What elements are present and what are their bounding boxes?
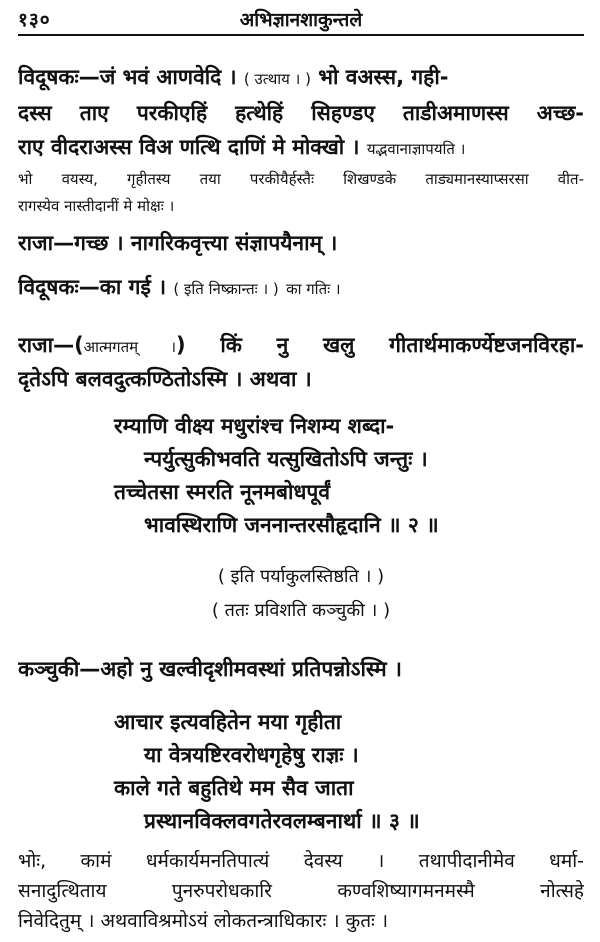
speech-text: —( (53, 333, 84, 357)
verse-line: न्पर्युत्सुकीभवति यत्सुखितोऽपि जन्तुः । (144, 447, 428, 471)
stage-direction: आत्मगतम् । (83, 338, 177, 356)
page-header (18, 6, 584, 32)
speech-text: —गच्छ । नागरिकवृत्त्या संज्ञापयैनाम् । (53, 231, 338, 255)
speech-text: राए वीदराअस्स विअ णत्थि दाणिं मे मोक्खो । (18, 135, 360, 159)
verse-2 (18, 410, 584, 542)
sanskrit-gloss: यद्भवानाज्ञापयति । (366, 140, 466, 158)
verse-3 (18, 706, 584, 838)
sanskrit-gloss: का गतिः । (286, 280, 341, 298)
page-number: १३० (18, 9, 51, 31)
speech-kanchuki-prose (18, 846, 584, 936)
speaker-name: राजा (18, 231, 54, 255)
stage-direction: ( ततः प्रविशति कञ्चुकी । ) (211, 600, 391, 621)
sanskrit-gloss-line: भो वयस्य, गृहीतस्य तया परकीयैर्हस्तैः शिखण्डके ताड्यमानस्याप्सरसा वीत- (18, 170, 584, 188)
speech-text: भो वअस्स, गही- (318, 65, 449, 89)
speaker-name: कञ्चुकी (18, 657, 80, 681)
speech-text: —का गई । (78, 275, 167, 299)
sanskrit-gloss-line: रागस्येव नास्तीदानीं मे मोक्षः । (18, 197, 175, 215)
header-rule (18, 34, 584, 36)
speech-line: दृतेऽपि बलवदुत्कण्ठितोऽस्मि । अथवा । (18, 367, 312, 391)
speech-line: निवेदितुम् । अथवाविश्रमोऽयं लोकतन्त्राधिकारः । कुतः । (18, 910, 389, 932)
speech-line (18, 328, 584, 362)
speech-vidushaka-2 (18, 270, 584, 306)
speech-vidushaka-1 (18, 60, 584, 220)
speaker-name: विदूषकः (18, 275, 79, 299)
speech-line (18, 60, 584, 96)
verse-line: प्रस्थानविक्लवगतेरवलम्बनार्था ॥ ३ ॥ (144, 809, 420, 833)
speech-line: दस्स ताए परकीएहिं हत्थेहिं सिहण्डए ताडीअमाणस्स अच्छ- (18, 101, 584, 125)
running-title: अभिज्ञानशाकुन्तले (239, 9, 363, 31)
speech-text: ) किं नु खलु गीतार्थमाकर्ण्येष्टजनविरहा- (176, 333, 584, 357)
verse-line: आचार इत्यवहितेन मया गृहीता (114, 710, 342, 734)
verse-line: या वेत्रयष्टिरवरोधगृहेषु राज्ञः । (144, 743, 359, 767)
speech-line: भोः, कामं धर्मकार्यमनतिपात्यं देवस्य । तथापीदानीमेव धर्मा- (18, 850, 584, 872)
verse-line: भावस्थिराणि जननान्तरसौहृदानि ॥ २ ॥ (144, 513, 439, 537)
speech-line: सनादुत्थिताय पुनरुपरोधकारि कण्वशिष्यागमनमस्मै नोत्सहे (18, 880, 584, 902)
speech-line (18, 130, 584, 166)
stage-directions (18, 560, 584, 628)
speech-line (18, 226, 584, 260)
speech-kanchuki (18, 652, 584, 686)
speech-text: —जं भवं आणवेदि । (78, 65, 237, 89)
speaker-name: राजा (18, 333, 54, 357)
stage-direction: ( इति पर्याकुलस्तिष्ठति । ) (217, 566, 385, 587)
verse-line: काले गते बहुतिथे मम सैव जाता (114, 776, 354, 800)
stage-direction: ( उत्थाय । ) (243, 70, 311, 88)
speech-raja-1 (18, 226, 584, 260)
speech-line (18, 652, 584, 686)
speech-text: —अहो नु खल्वीदृशीमवस्थां प्रतिपन्नोऽस्मि । (79, 657, 402, 681)
speech-line (18, 270, 584, 306)
verse-line: तच्चेतसा स्मरति नूनमबोधपूर्वं (114, 480, 330, 504)
verse-line: रम्याणि वीक्ष्य मधुरांश्च निशम्य शब्दा- (114, 414, 395, 438)
stage-direction: ( इति निष्क्रान्तः । ) (173, 280, 279, 298)
speech-raja-2 (18, 328, 584, 396)
speaker-name: विदूषकः (18, 65, 79, 89)
